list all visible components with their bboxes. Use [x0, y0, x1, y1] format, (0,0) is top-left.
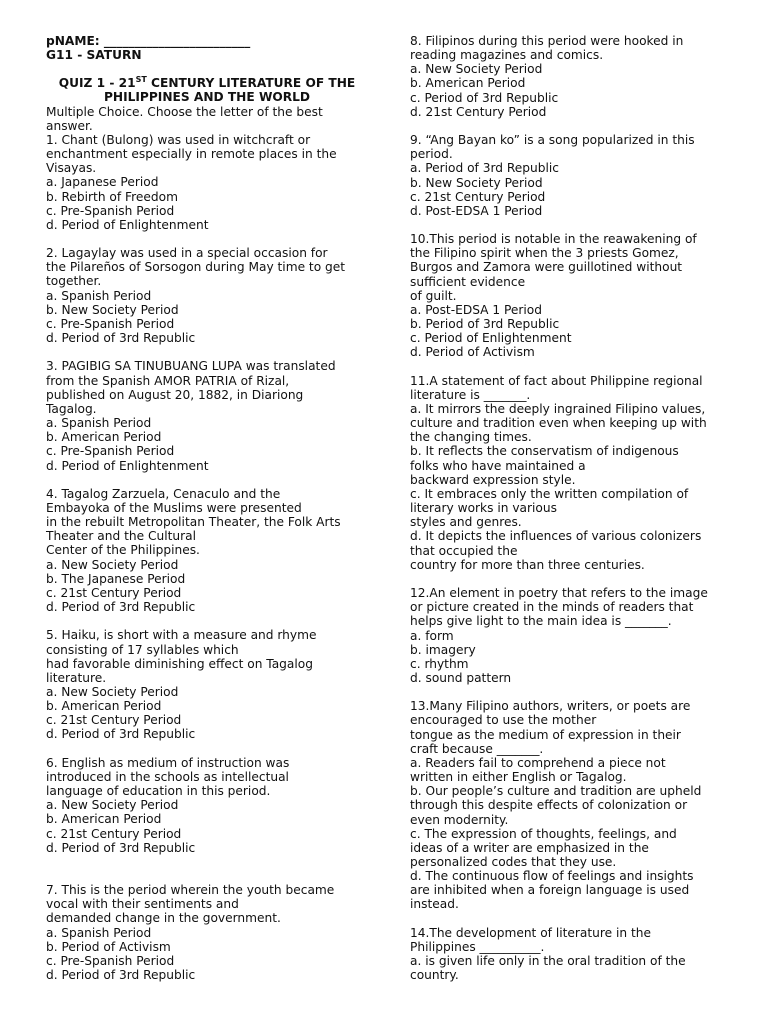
question-text: 9. “Ang Bayan ko” is a song popularized in this: [410, 133, 695, 148]
question-block: [410, 374, 728, 586]
question-spacer: [46, 232, 368, 246]
question-text: 10.This period is notable in the reawakening of: [410, 232, 697, 247]
answer-option: a. is given life only in the oral tradition of the: [410, 954, 686, 969]
question-text: 5. Haiku, is short with a measure and rhyme: [46, 628, 317, 643]
answer-option: d. Period of 3rd Republic: [46, 331, 196, 346]
answer-option: a. New Society Period: [410, 62, 543, 77]
answer-option: d. Period of 3rd Republic: [46, 600, 196, 615]
question-text: 2. Lagaylay was used in a special occasion for: [46, 246, 328, 261]
question-spacer: [46, 614, 368, 628]
answer-option: d. 21st Century Period: [410, 104, 547, 119]
answer-option: d. Period of Enlightenment: [46, 458, 209, 473]
answer-option: are inhibited when a foreign language is used: [410, 883, 690, 898]
instructions-line: Multiple Choice. Choose the letter of the best: [46, 104, 323, 119]
answer-option: b. American Period: [46, 699, 162, 714]
question-block: [46, 487, 368, 629]
question-spacer: [410, 360, 728, 374]
question-text: or picture created in the minds of readers that: [410, 600, 694, 615]
instructions-line: answer.: [46, 118, 93, 133]
question-text: encouraged to use the mother: [410, 713, 597, 728]
question-text: literature is _______.: [410, 387, 531, 402]
question-text: helps give light to the main idea is _______.: [410, 614, 672, 629]
question-text: vocal with their sentiments and: [46, 897, 239, 912]
answer-option: c. 21st Century Period: [46, 713, 182, 728]
quiz-title: [46, 76, 368, 104]
answer-option: even modernity.: [410, 812, 509, 827]
question-block: [410, 586, 728, 699]
answer-option: country.: [410, 968, 459, 983]
answer-option: culture and tradition even when keeping up with: [410, 416, 707, 431]
answer-option: c. The expression of thoughts, feelings, and: [410, 826, 677, 841]
question-block: [46, 133, 368, 246]
answer-option: c. Period of 3rd Republic: [410, 90, 559, 105]
question-text: 7. This is the period wherein the youth became: [46, 883, 335, 898]
answer-option: a. New Society Period: [46, 557, 179, 572]
answer-option: b. Our people’s culture and tradition are upheld: [410, 784, 702, 799]
question-text: literature.: [46, 670, 107, 685]
answer-option: b. New Society Period: [410, 175, 543, 190]
answer-option: b. imagery: [410, 642, 476, 657]
answer-option: through this despite effects of colonization or: [410, 798, 688, 813]
answer-option: c. 21st Century Period: [410, 189, 546, 204]
question-text: together.: [46, 274, 102, 289]
answer-option: b. Period of Activism: [46, 939, 171, 954]
answer-option: b. American Period: [46, 430, 162, 445]
question-text: reading magazines and comics.: [410, 48, 604, 63]
question-text: 14.The development of literature in the: [410, 925, 651, 940]
left-column: [46, 34, 368, 982]
answer-option: c. Pre-Spanish Period: [46, 953, 175, 968]
answer-option: backward expression style.: [410, 472, 576, 487]
question-block: [410, 699, 728, 925]
question-block: [46, 359, 368, 486]
question-spacer: [410, 572, 728, 586]
section-label: G11 - SATURN: [46, 48, 142, 63]
question-block: [46, 246, 368, 359]
answer-option: the changing times.: [410, 430, 532, 445]
answer-option: c. Pre-Spanish Period: [46, 203, 175, 218]
answer-option: c. It embraces only the written compilation of: [410, 486, 689, 501]
answer-option: b. Rebirth of Freedom: [46, 189, 178, 204]
question-text: Visayas.: [46, 161, 97, 176]
answer-option: b. The Japanese Period: [46, 571, 186, 586]
answer-option: a. Readers fail to comprehend a piece not: [410, 755, 666, 770]
question-text: in the rebuilt Metropolitan Theater, the Folk Arts: [46, 515, 341, 530]
answer-option: a. New Society Period: [46, 798, 179, 813]
answer-option: folks who have maintained a: [410, 458, 586, 473]
answer-option: d. Period of Enlightenment: [46, 217, 209, 232]
answer-option: d. sound pattern: [410, 670, 512, 685]
answer-option: a. Spanish Period: [46, 288, 152, 303]
question-text: 12.An element in poetry that refers to the image: [410, 586, 708, 601]
question-text: Philippines __________.: [410, 939, 545, 954]
answer-option: a. form: [410, 628, 454, 643]
question-block: [46, 883, 368, 982]
question-text: Center of the Philippines.: [46, 543, 200, 558]
answer-option: d. Period of 3rd Republic: [46, 840, 196, 855]
question-block: [410, 232, 728, 374]
answer-option: c. rhythm: [410, 656, 469, 671]
answer-option: ideas of a writer are emphasized in the: [410, 840, 649, 855]
question-text: the Pilareños of Sorsogon during May time to get: [46, 260, 346, 275]
question-text: period.: [410, 147, 453, 162]
question-text: had favorable diminishing effect on Tagalog: [46, 656, 313, 671]
question-spacer: [46, 473, 368, 487]
answer-option: c. Pre-Spanish Period: [46, 444, 175, 459]
question-text: 6. English as medium of instruction was: [46, 755, 290, 770]
answer-option: b. American Period: [410, 76, 526, 91]
question-spacer: [46, 855, 368, 869]
question-text: sufficient evidence: [410, 274, 526, 289]
question-text: the Filipino spirit when the 3 priests Gomez,: [410, 246, 679, 261]
right-question-list: [410, 34, 728, 982]
question-text: tongue as the medium of expression in their: [410, 727, 681, 742]
answer-option: a. Period of 3rd Republic: [410, 161, 559, 176]
answer-option: d. Period of 3rd Republic: [46, 727, 196, 742]
answer-option: c. 21st Century Period: [46, 585, 182, 600]
answer-option: country for more than three centuries.: [410, 557, 645, 572]
answer-option: instead.: [410, 897, 459, 912]
question-text: introduced in the schools as intellectual: [46, 769, 289, 784]
question-text: Tagalog.: [46, 401, 97, 416]
right-column: [410, 34, 728, 982]
question-text: language of education in this period.: [46, 784, 271, 799]
answer-option: b. American Period: [46, 812, 162, 827]
question-spacer: [410, 685, 728, 699]
question-text: consisting of 17 syllables which: [46, 642, 239, 657]
student-name-field: pNAME: ________________________: [46, 34, 251, 48]
answer-option: c. Period of Enlightenment: [410, 331, 572, 346]
question-text: enchantment especially in remote places in the: [46, 147, 337, 162]
answer-option: d. Period of 3rd Republic: [46, 968, 196, 983]
question-text: 1. Chant (Bulong) was used in witchcraft or: [46, 132, 311, 147]
question-spacer: [410, 218, 728, 232]
question-text: from the Spanish AMOR PATRIA of Rizal,: [46, 373, 290, 388]
question-block: [46, 756, 368, 883]
answer-option: d. Post-EDSA 1 Period: [410, 203, 543, 218]
question-spacer: [46, 742, 368, 756]
answer-option: c. 21st Century Period: [46, 826, 182, 841]
question-text: 4. Tagalog Zarzuela, Cenaculo and the: [46, 486, 281, 501]
answer-option: d. Period of Activism: [410, 345, 535, 360]
question-text: published on August 20, 1882, in Diariong: [46, 387, 304, 402]
question-text: craft because _______.: [410, 741, 544, 756]
quiz-title-line-1: QUIZ 1 - 21ST CENTURY LITERATURE OF THE: [58, 75, 356, 91]
quiz-title-line-2: PHILIPPINES AND THE WORLD: [103, 90, 311, 105]
question-text: Embayoka of the Muslims were presented: [46, 500, 302, 515]
question-text: 11.A statement of fact about Philippine regional: [410, 373, 703, 388]
question-block: [410, 133, 728, 232]
instructions: [46, 105, 368, 133]
answer-option: written in either English or Tagalog.: [410, 770, 627, 785]
answer-option: personalized codes that they use.: [410, 854, 617, 869]
question-text: Theater and the Cultural: [46, 529, 196, 544]
question-text: demanded change in the government.: [46, 911, 281, 926]
answer-option: a. Post-EDSA 1 Period: [410, 302, 543, 317]
question-spacer: [410, 119, 728, 133]
answer-option: a. New Society Period: [46, 684, 179, 699]
answer-option: b. New Society Period: [46, 302, 179, 317]
question-text: 3. PAGIBIG SA TINUBUANG LUPA was translated: [46, 359, 336, 374]
answer-option: d. It depicts the influences of various colonizers: [410, 529, 702, 544]
question-text: of guilt.: [410, 288, 457, 303]
answer-option: that occupied the: [410, 543, 518, 558]
answer-option: b. It reflects the conservatism of indigenous: [410, 444, 679, 459]
answer-option: styles and genres.: [410, 515, 522, 530]
answer-option: b. Period of 3rd Republic: [410, 317, 560, 332]
answer-option: literary works in various: [410, 501, 557, 516]
question-block: [410, 34, 728, 133]
question-text: 13.Many Filipino authors, writers, or poets are: [410, 699, 691, 714]
answer-option: a. Spanish Period: [46, 925, 152, 940]
question-block: [46, 628, 368, 755]
answer-option: a. Spanish Period: [46, 416, 152, 431]
answer-option: a. It mirrors the deeply ingrained Filipino values,: [410, 402, 706, 417]
answer-option: a. Japanese Period: [46, 175, 159, 190]
answer-option: d. The continuous flow of feelings and insights: [410, 869, 694, 884]
question-text: Burgos and Zamora were guillotined without: [410, 260, 683, 275]
left-question-list: [46, 133, 368, 982]
question-spacer: [46, 345, 368, 359]
question-spacer: [410, 912, 728, 926]
question-spacer: [46, 869, 368, 883]
answer-option: c. Pre-Spanish Period: [46, 316, 175, 331]
question-block: [410, 926, 728, 983]
question-text: 8. Filipinos during this period were hooked in: [410, 34, 684, 48]
